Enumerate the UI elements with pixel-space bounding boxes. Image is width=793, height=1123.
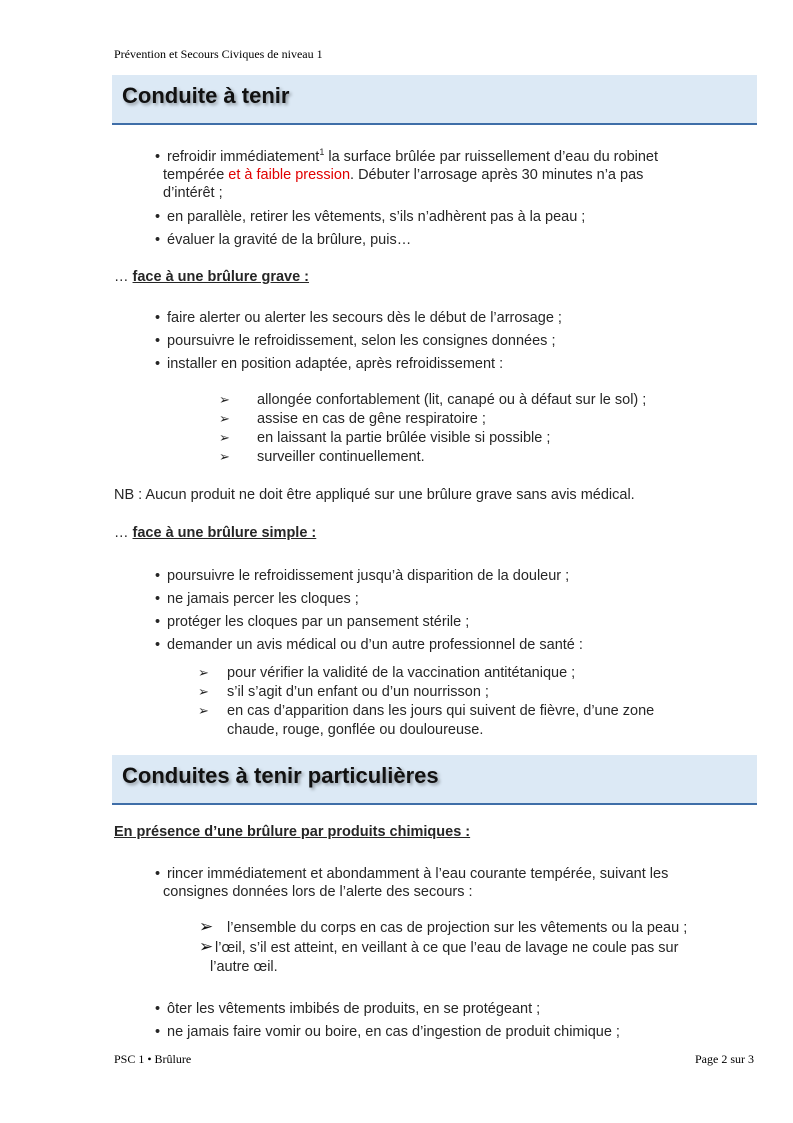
- list-item: poursuivre le refroidissement, selon les consignes données ;: [167, 333, 556, 349]
- arrow-bullet-icon: ➢: [198, 685, 209, 700]
- bullet-dot: •: [155, 209, 161, 225]
- sub-list-item: surveiller continuellement.: [257, 449, 425, 465]
- list-item: poursuivre le refroidissement jusqu’à disparition de la douleur ;: [167, 568, 570, 584]
- list-item: en parallèle, retirer les vêtements, s’ils n’adhèrent pas à la peau ;: [167, 209, 586, 225]
- arrow-bullet-icon: ➢: [219, 431, 230, 446]
- section-band-conduite: [112, 75, 757, 125]
- arrow-bullet-icon: ➢: [199, 937, 214, 957]
- subsection-heading-simple: … face à une brûlure simple :: [114, 525, 317, 541]
- list-item: protéger les cloques par un pansement stérile ;: [167, 614, 470, 630]
- bullet-dot: •: [155, 591, 161, 607]
- bullet-dot: •: [155, 568, 161, 584]
- list-item: ne jamais percer les cloques ;: [167, 591, 359, 607]
- section-title: Conduites à tenir particulières: [122, 763, 439, 788]
- bullet-dot: •: [155, 637, 161, 653]
- bullet-dot: •: [155, 149, 161, 165]
- list-item-cont: tempérée et à faible pression. Débuter l’arrosage après 30 minutes n’a pas: [163, 167, 644, 183]
- bullet-dot: •: [155, 356, 161, 372]
- arrow-bullet-icon: ➢: [198, 666, 209, 681]
- arrow-bullet-icon: ➢: [219, 393, 230, 408]
- bullet-dot: •: [155, 232, 161, 248]
- list-item: ne jamais faire vomir ou boire, en cas d’ingestion de produit chimique ;: [167, 1024, 620, 1040]
- sub-list-item: allongée confortablement (lit, canapé ou à défaut sur le sol) ;: [257, 392, 647, 408]
- bullet-dot: •: [155, 614, 161, 630]
- bullet-dot: •: [155, 1001, 161, 1017]
- list-item-cont: consignes données lors de l’alerte des secours :: [163, 884, 473, 900]
- list-item: ôter les vêtements imbibés de produits, en se protégeant ;: [167, 1001, 541, 1017]
- bullet-dot: •: [155, 1024, 161, 1040]
- list-item: rincer immédiatement et abondamment à l’eau courante tempérée, suivant les: [167, 866, 669, 882]
- subsection-heading-chemical: En présence d’une brûlure par produits chimiques :: [114, 824, 471, 840]
- sub-list-item: l’œil, s’il est atteint, en veillant à ce que l’eau de lavage ne coule pas sur: [215, 940, 679, 956]
- subsection-heading-grave: … face à une brûlure grave :: [114, 269, 310, 285]
- list-item: refroidir immédiatement$^1$ la surface brûlée par ruissellement d’eau du robinet: [167, 147, 659, 165]
- sub-list-item: en cas d’apparition dans les jours qui suivent de fièvre, d’une zone: [227, 703, 655, 719]
- section-title: Conduite à tenir: [122, 83, 290, 108]
- arrow-bullet-icon: ➢: [199, 917, 214, 937]
- sub-list-item: l’ensemble du corps en cas de projection sur les vêtements ou la peau ;: [227, 920, 688, 936]
- list-item: installer en position adaptée, après refroidissement :: [167, 356, 504, 372]
- running-header: Prévention et Secours Civiques de niveau 1: [114, 47, 323, 61]
- bullet-dot: •: [155, 333, 161, 349]
- list-item-cont: d’intérêt ;: [163, 185, 223, 201]
- arrow-bullet-icon: ➢: [219, 412, 230, 427]
- bullet-dot: •: [155, 866, 161, 882]
- sub-list-item: pour vérifier la validité de la vaccination antitétanique ;: [227, 665, 576, 681]
- arrow-bullet-icon: ➢: [198, 704, 209, 719]
- red-emphasis: et à faible pression: [228, 167, 351, 183]
- nota-bene: NB : Aucun produit ne doit être appliqué sur une brûlure grave sans avis médical.: [114, 487, 635, 503]
- list-item: demander un avis médical ou d’un autre professionnel de santé :: [167, 637, 583, 653]
- list-item: faire alerter ou alerter les secours dès le début de l’arrosage ;: [167, 310, 562, 326]
- sub-list-item: en laissant la partie brûlée visible si possible ;: [257, 430, 551, 446]
- section-band-particulieres: [112, 755, 757, 805]
- sub-list-item-cont: l’autre œil.: [210, 959, 278, 975]
- sub-list-item: assise en cas de gêne respiratoire ;: [257, 411, 486, 427]
- footer-left: PSC 1 • Brûlure: [114, 1052, 192, 1066]
- sub-list-item: s’il s’agit d’un enfant ou d’un nourrisson ;: [227, 684, 489, 700]
- list-item: évaluer la gravité de la brûlure, puis…: [167, 232, 412, 248]
- sub-list-item-cont: chaude, rouge, gonflée ou douloureuse.: [227, 722, 484, 738]
- footer-page-number: Page 2 sur 3: [695, 1052, 754, 1066]
- arrow-bullet-icon: ➢: [219, 450, 230, 465]
- bullet-dot: •: [155, 310, 161, 326]
